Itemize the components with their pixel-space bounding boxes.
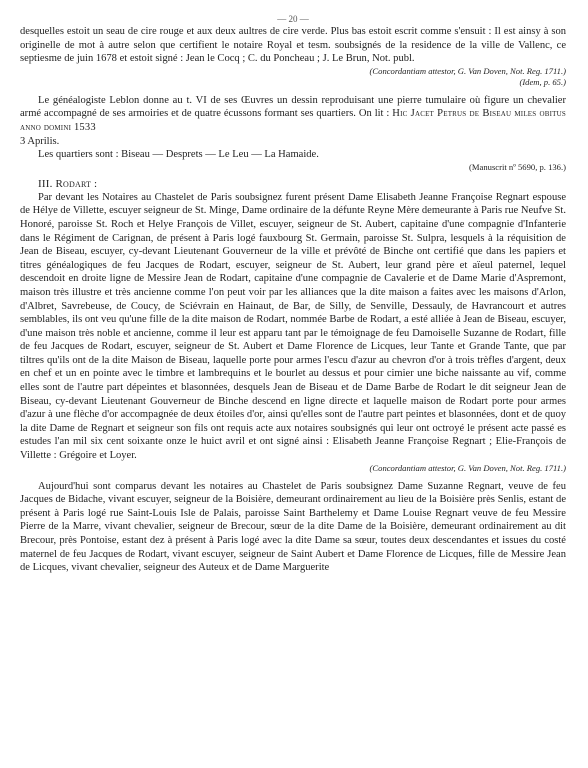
page-number: — 20 —: [277, 14, 309, 24]
citation-concordantiam: [20, 66, 566, 77]
paragraph-seal-description: desquelles estoit un seau de cire rouge et aux deux aultres de cire verde. Plus bas estoit escrit comme s'ensuit : Il est ainsy à son originelle de mot à autre selon que certifient le notaire Royal et tesm. soubsignés de la residence de la ville de Vallenc, ce septiesme de juin 1678 et estoit signé : Jean le Cocq ; C. du Poncheau ; J. Le Brun, Not. publ.: [20, 26, 566, 65]
inscription-end: 3 Aprilis.: [20, 135, 60, 147]
paragraph-acte-1671: Par devant les Notaires au Chastelet de Paris soubsignez furent présent Dame Elisabeth Jeanne Françoise Regnart espouse de Hélye de Villette, escuyer seigneur de St. Minge, Dame ordinaire de la défunte Reyne Mère demeurante à Paris rue Neufve St. Honoré, paroisse St. Roch et Helye François de Villet, escuyer, seigneur de St. Aubert, capitaine d'une compagnie d'Infanterie dans le Régiment de Carignan, de présent à Paris logé fauxbourg St. Germain, paroisse St. Sulpra, lesquels à la réquisition de Jean de Biseau, escuyer, cy-devant Lieutenant Gouverneur de la ville et prévôté de Binche ont certifié que dans les papiers et titres généalogiques de feu Jacques de Rodart, escuyer, seigneur de St. Aubert, leur grand père et aïeul paternel, lequel descendoit en droite ligne de Messire Jean de Rodart, capitaine d'une compagnie de Cavalerie et de Dame Marie d'Aspremont, maison très illustre et très ancienne comme l'on peut voir par les alliances que la dite maison a faites avec les maisons d'Arlon, d'Albret, Savrebeuse, de Coucy, de Sciévrain en Hainaut, de Bar, de Silly, de Senville, Dessauly, de Havrancourt et autres semblables, ils ont veu qu'une fille de la dite maison de Rodart, nommée Barbe de Rodart, a esté alliée à Jean de Biseau, escuyer, d'une maison très noble et ancienne, comme il leur est apparu tant par le témoignage de feu Damoiselle Suzanne de Rodart, fille de feu Jacques de Rodart, escuyer, seigneur de St. Aubert et Dame Florence de Licques, leur Tante et Grande Tante, que par tiltres qu'ils ont de la dite Maison de Biseau, laquelle porte pour armes l'escu d'azur au chevron d'or à trois trèfles d'argent, deux en chef et un en pointe avec le timbre et lambrequins et le bourlet au dessus et pour cimier une biche naissante au vif, comme elles sont de l'autre part dépeintes et blasonnées, desquels Jean de Biseau et de Dame Barbe de Rodart le dit seigneur Jean de Biseau, cy-devant Lieutenant Gouverneur de Binche descend en ligne directe et laquelle maison de Rodart porte pour armes d'azur à une flèche d'or accompagnée de deux étoiles d'or, ainsi qu'elles sont de l'autre part peintes et blasonnées, dont et de quoy la dite Dame de Regnart et seigneur son fils ont requis acte aux notaires soubsignés qui leur ont octroyé le présent acte passé es estudes l'an mil six cent soixante onze le huict avril et ont signé ainsi : Elisabeth Jeanne Françoise Regnart ; Elie-François de Villette : Grégoire et Loyer.: [20, 191, 566, 462]
section-heading-rodart: III. Rodart :: [38, 177, 98, 190]
paragraph-regnart-sisters: Aujourd'hui sont comparus devant les notaires au Chastelet de Paris soubsignez Dame Suzanne Regnart, veuve de feu Jacques de Bidache, vivant escuyer, seigneur de la Boisière, demeurant ordinairement au lieu de la Boisière près Senlis, estant de présent à Paris logé rue Saint-Louis Isle de Palais, paroisse Saint Barthelemy et Dame Louise Regnart veuve de feu Messire Pierre de la Marre, vivant chevalier, seigneur de Brecour, sœur de la dite Dame de la Boisière, demeurant ordinairement au dit Brecour, près Pontoise, estant dez à présent à Paris logé avec la dite Dame sa sœur, toutes deux descendantes et issues du costé maternel de feu Jacques de Rodart, vivant escuyer, seigneur de Saint Aubert et Dame Florence de Licques, fille de Messire Jean de Licques, vivant chevalier, seigneur des Auteux et de Dame Marguerite: [20, 480, 566, 574]
leblon-text: Le généalogiste Leblon donne au t. VI de ses Œuvres un dessin reproduisant une pierre tumulaire où figure un chevalier armé accompagné de ses armoiries et de quatre écussons formant ses quartiers. On lit :: [20, 94, 566, 120]
citation-text: (Concordantiam attestor, G. Van Doven, Not. Reg. 1711.): [369, 462, 566, 473]
tomb-inscription: Hic Jacet Petrus de Biseau miles obitus anno domini 1533: [20, 108, 566, 133]
citation-concordantiam-2: [20, 463, 566, 474]
citation-idem: [20, 77, 566, 88]
citation-text: (Idem, p. 65.): [519, 76, 566, 87]
citation-text: (Concordantiam attestor, G. Van Doven, Not. Reg. 1711.): [369, 65, 566, 76]
paragraph-leblon: [20, 94, 566, 148]
paragraph-quartiers: Les quartiers sont : Biseau — Desprets — Le Leu — La Hamaide.: [38, 149, 319, 161]
citation-manuscrit: [20, 162, 566, 173]
citation-text: (Manuscrit nº 5690, p. 136.): [469, 161, 566, 172]
